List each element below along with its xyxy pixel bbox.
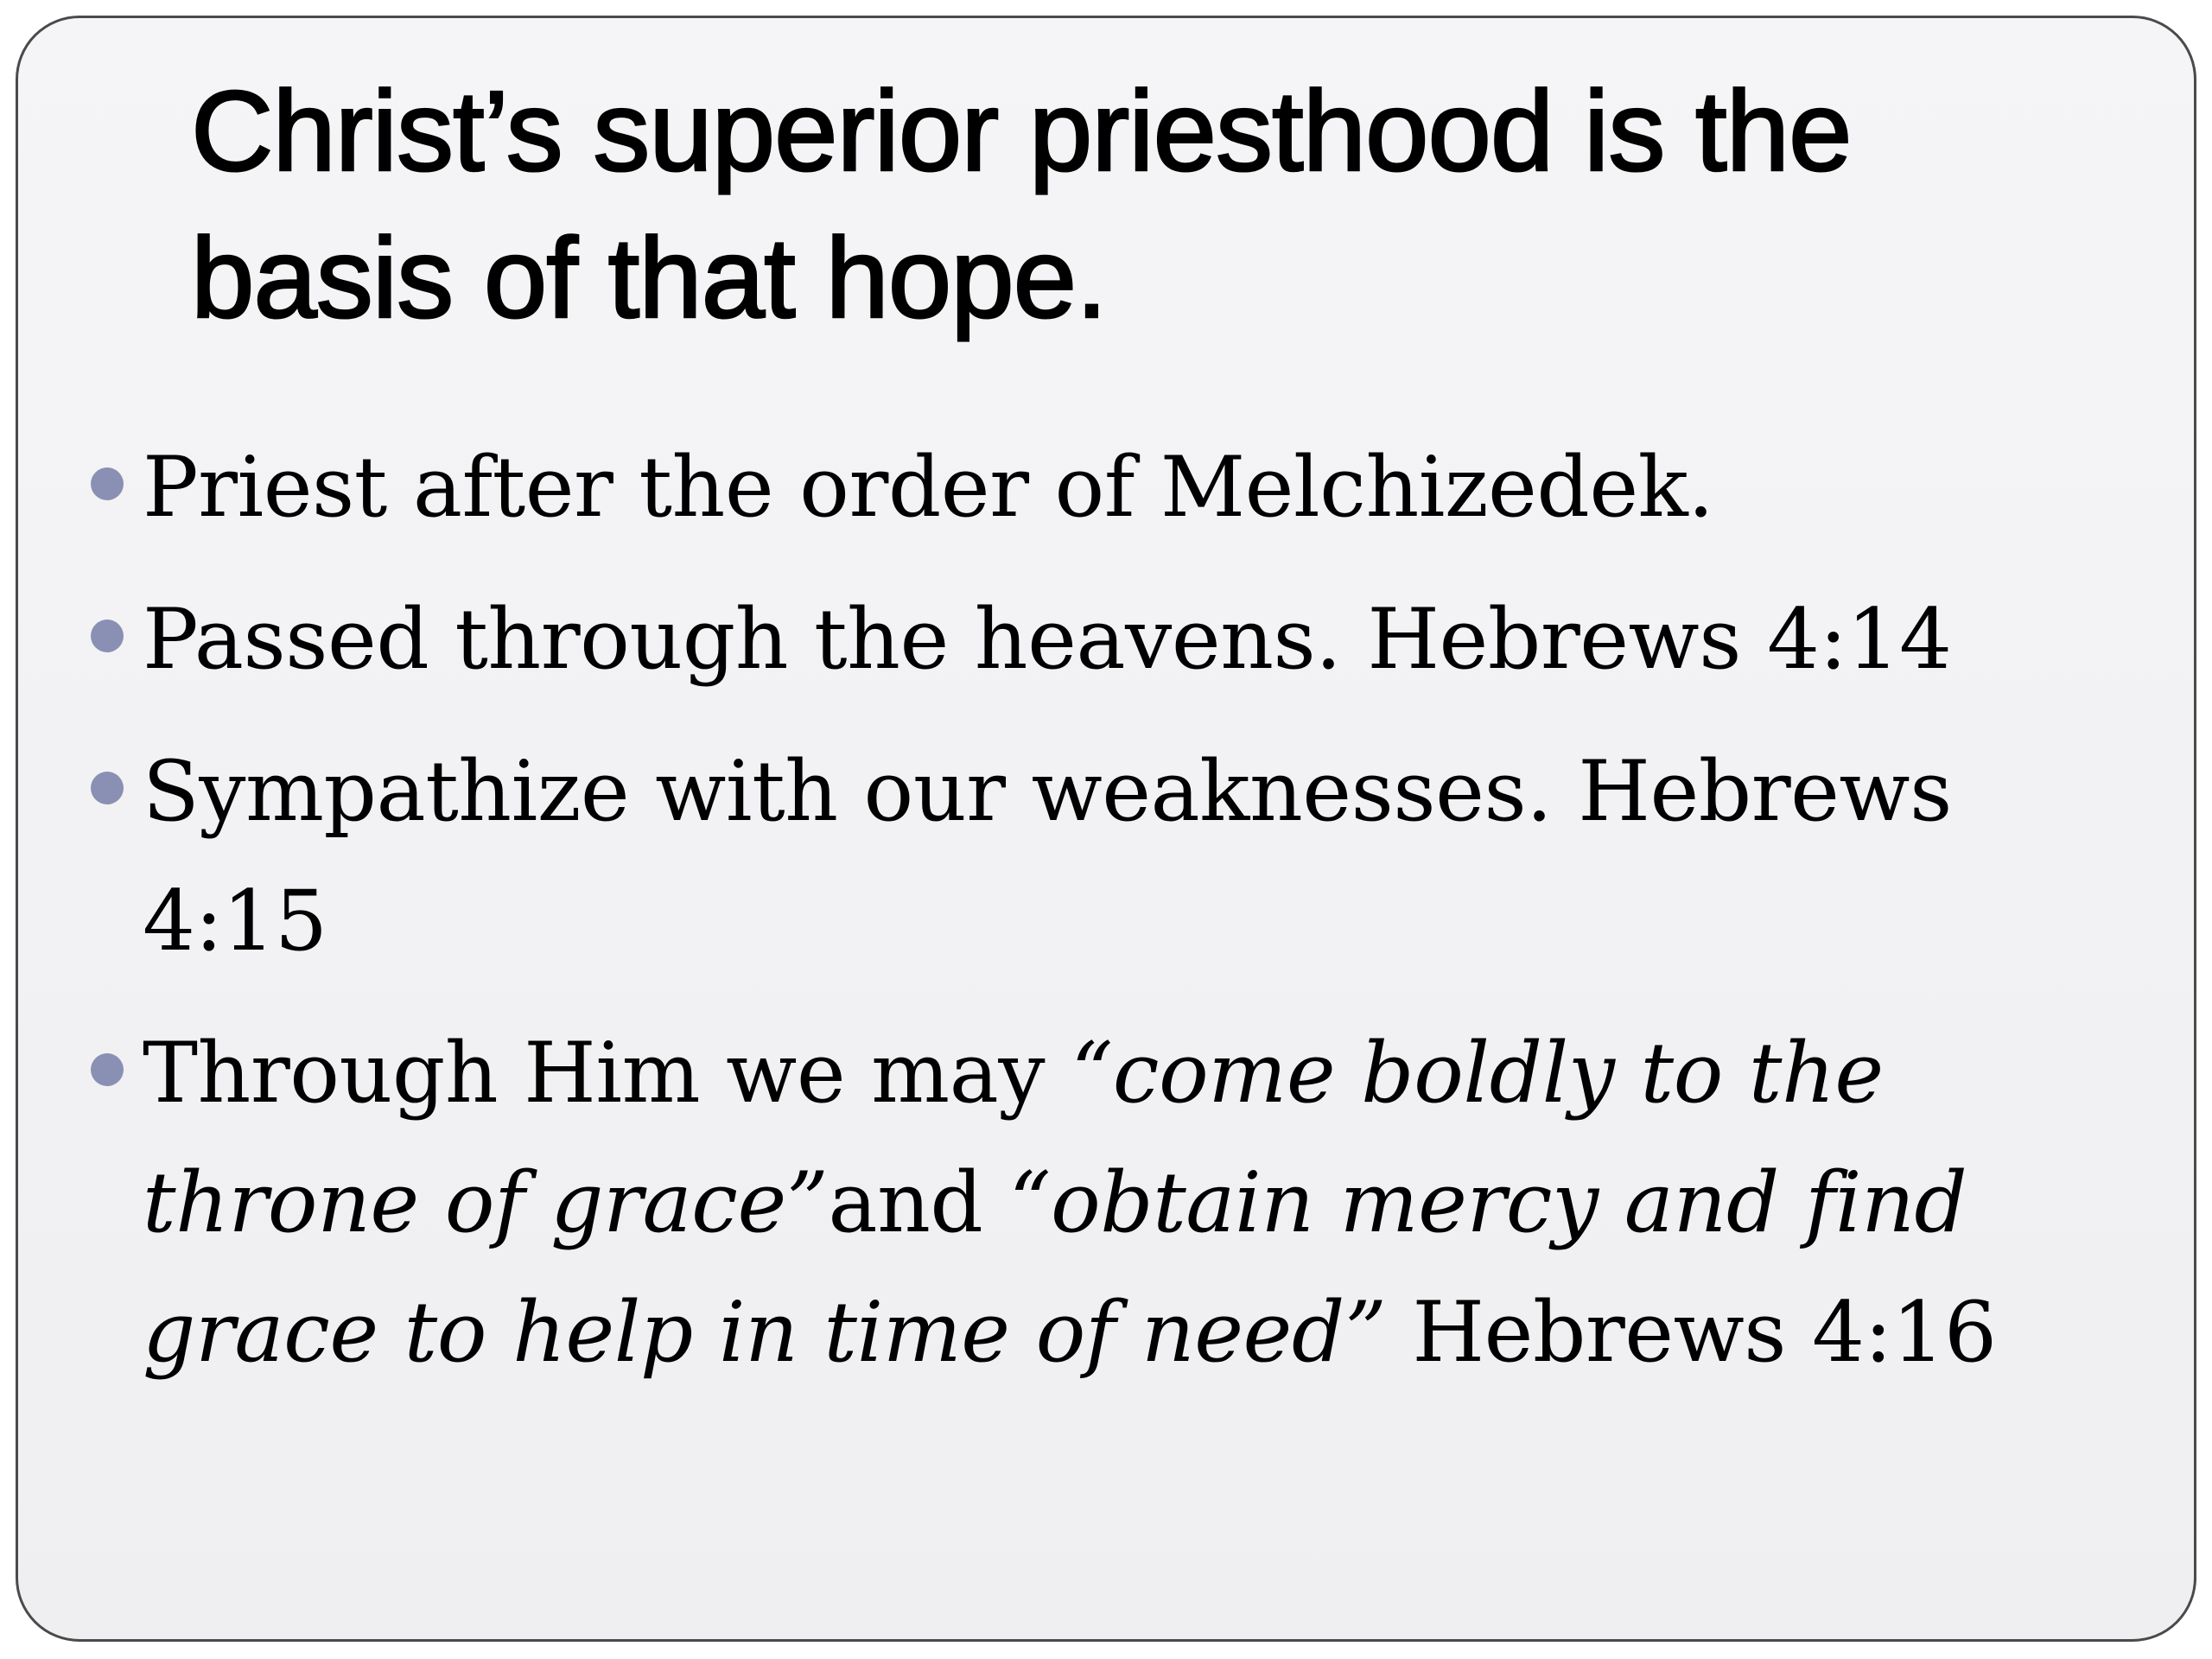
bullet-quote: “obtain mercy and find grace to help in time of need” — [143, 1154, 1967, 1381]
bullet-text: Priest after the order of Melchizedek. — [143, 439, 1714, 536]
bullet-text: Passed through the heavens. Hebrews 4:14 — [143, 591, 1952, 688]
bullet-dot-icon — [91, 467, 124, 500]
bullet-text: Sympathize with our weaknesses. Hebrews 4:15 — [143, 743, 1952, 969]
bullet-dot-icon — [91, 620, 124, 652]
bullet-item — [75, 727, 2114, 986]
slide-title: Christ’s superior priesthood is the basis of that hope. — [191, 67, 1852, 341]
bullet-dot-icon — [91, 1053, 124, 1086]
bullet-item — [75, 575, 2114, 704]
bullet-dot-icon — [91, 772, 124, 804]
slide — [16, 16, 2196, 1642]
bullet-list — [75, 423, 2114, 1420]
bullet-quote: “come boldly to the throne of grace” — [143, 1025, 1884, 1251]
bullet-text-plain: Through Him we may — [143, 1025, 1071, 1122]
bullet-reference: Hebrews 4:16 — [1386, 1284, 1997, 1381]
bullet-item — [75, 423, 2114, 552]
bullet-item — [75, 1008, 2114, 1397]
bullet-text-plain: and — [828, 1154, 1009, 1251]
